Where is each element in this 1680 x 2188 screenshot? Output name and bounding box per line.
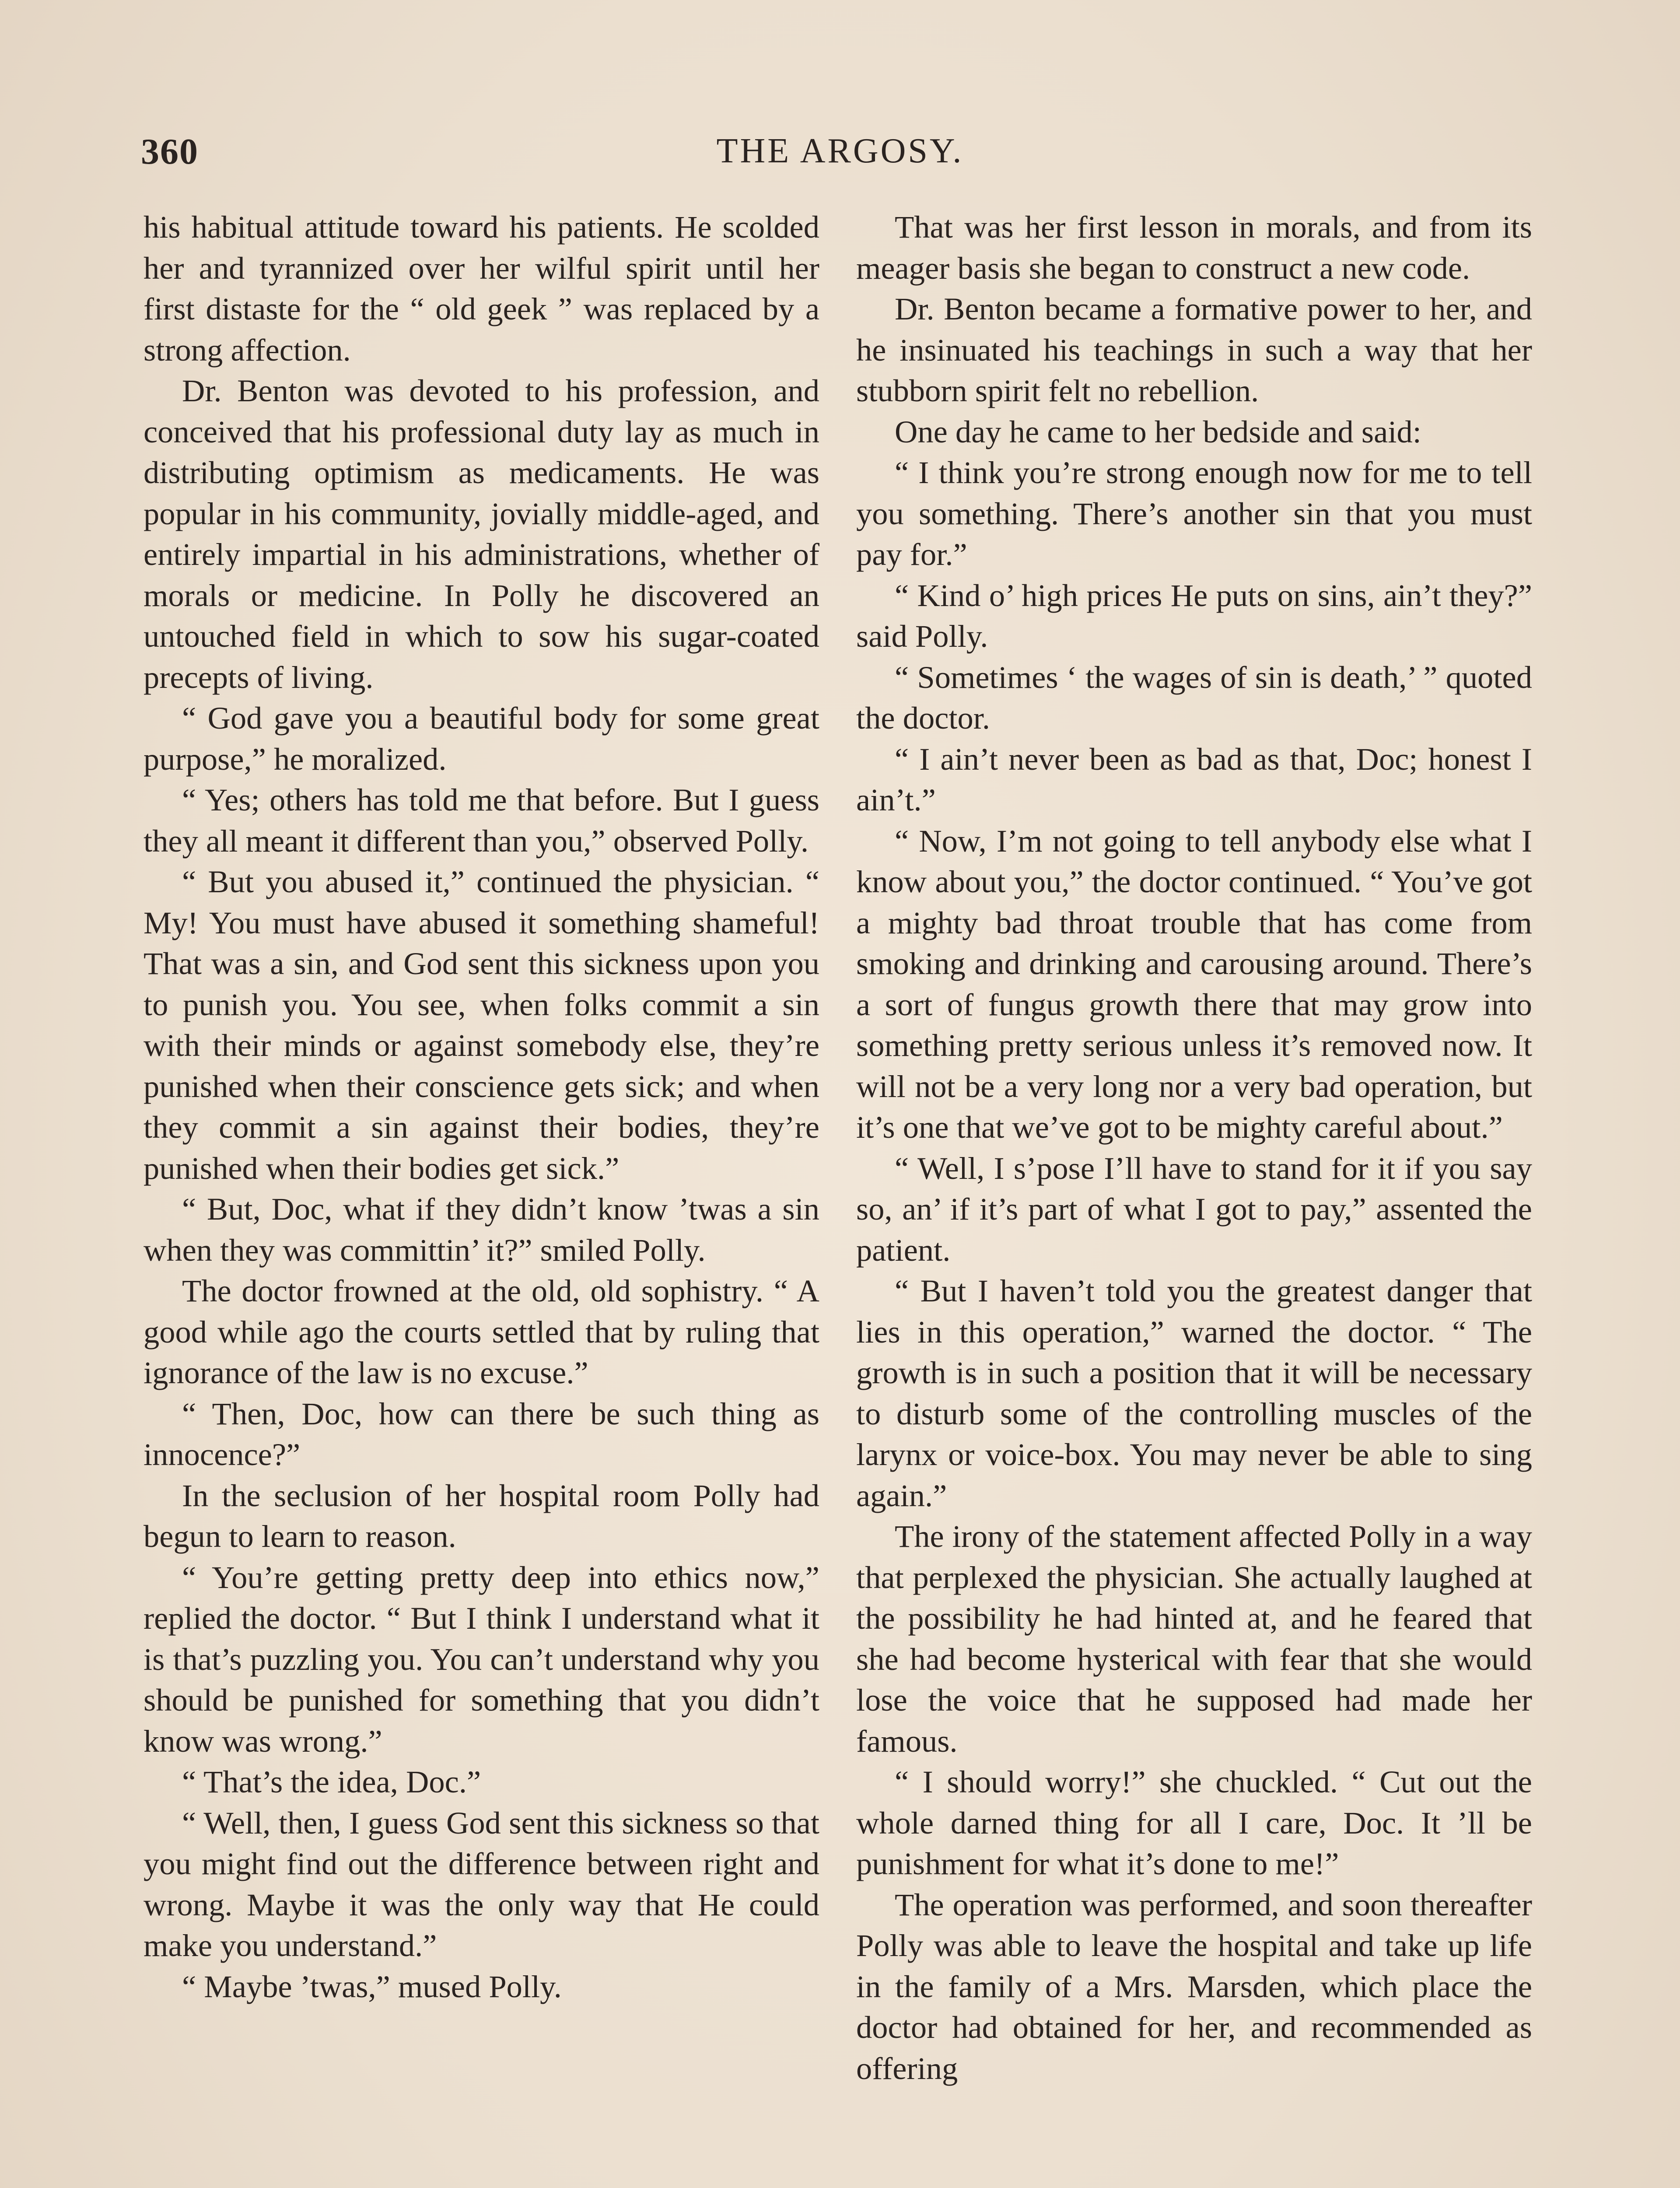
paragraph: The irony of the statement affected Polly in a way that perplexed the physician. She actually laughed at the possibility he had hinted at, and he feared that she had become hysterical with fear that she would lose the voice that he supposed had made her famous. bbox=[856, 1518, 1532, 1759]
paragraph: “ Well, I s’pose I’ll have to stand for it if you say so, an’ if it’s part of what I got to pay,” assented the patient. bbox=[856, 1150, 1532, 1268]
paragraph: “ I ain’t never been as bad as that, Doc; honest I ain’t.” bbox=[856, 741, 1532, 817]
paragraph: One day he came to her bedside and said: bbox=[895, 414, 1421, 449]
paragraph: “ Yes; others has told me that before. But I guess they all meant it different than you,” observed Polly. bbox=[144, 782, 819, 859]
paragraph: “ Kind o’ high prices He puts on sins, ain’t they?” said Polly. bbox=[856, 577, 1532, 654]
paragraph: “ I should worry!” she chuckled. “ Cut out the whole darned thing for all I care, Doc. It ’ll be punishment for what it’s done to me!” bbox=[856, 1764, 1532, 1881]
paragraph: “ Well, then, I guess God sent this sickness so that you might find out the difference between right and wrong. Maybe it was the only way that He could make you understand.” bbox=[144, 1805, 819, 1963]
paragraph: Dr. Benton was devoted to his profession, and conceived that his professional duty lay as much in distributing optimism as medicaments. He was popular in his community, jovially middle-aged, and entirely impartial in his administrations, whether of morals or medicine. In Polly he discovered an untouched field in which to sow his sugar-coated precepts of living. bbox=[144, 373, 819, 695]
paragraph: “ But, Doc, what if they didn’t know ’twas a sin when they was committin’ it?” smiled Polly. bbox=[144, 1191, 819, 1268]
paragraph: “ Maybe ’twas,” mused Polly. bbox=[182, 1968, 562, 2004]
paragraph: “ But you abused it,” continued the physician. “ My! You must have abused it something shameful! That was a sin, and God sent this sickness upon you to punish you. You see, when folks commit a sin with their minds or against somebody else, they’re punished when their conscience gets sick; and when they commit a sin against their bodies, they’re punished when their bodies get sick.” bbox=[144, 864, 819, 1186]
right-column bbox=[856, 207, 1532, 2089]
paragraph: “ Sometimes ‘ the wages of sin is death,’ ” quoted the doctor. bbox=[856, 659, 1532, 736]
paragraph: The operation was performed, and soon thereafter Polly was able to leave the hospital and take up life in the family of a Mrs. Marsden, which place the doctor had obtained for her, and recommended as offering bbox=[856, 1886, 1532, 2086]
paragraph: his habitual attitude toward his patients. He scolded her and tyrannized over her wilful spirit until her first distaste for the “ old geek ” was replaced by a strong affection. bbox=[144, 209, 819, 368]
paragraph: “ But I haven’t told you the greatest danger that lies in this operation,” warned the doctor. “ The growth is in such a position that it will be necessary to disturb some of the controlling muscles of the larynx or voice-box. You may never be able to sing again.” bbox=[856, 1273, 1532, 1513]
paragraph: The doctor frowned at the old, old sophistry. “ A good while ago the courts settled that by ruling that ignorance of the law is no excuse.” bbox=[144, 1273, 819, 1390]
paragraph: In the seclusion of her hospital room Polly had begun to learn to reason. bbox=[144, 1477, 819, 1554]
running-title: THE ARGOSY. bbox=[716, 132, 964, 170]
paragraph: “ That’s the idea, Doc.” bbox=[182, 1764, 481, 1799]
left-column bbox=[144, 207, 819, 2007]
page-number: 360 bbox=[141, 131, 199, 172]
paragraph: That was her first lesson in morals, and from its meager basis she began to construct a new code. bbox=[856, 209, 1532, 286]
paragraph: “ Then, Doc, how can there be such thing as innocence?” bbox=[144, 1396, 819, 1472]
paragraph: “ You’re getting pretty deep into ethics now,” replied the doctor. “ But I think I understand what it is that’s puzzling you. You can’t understand why you should be punished for something that you didn’t know was wrong.” bbox=[144, 1559, 819, 1759]
paragraph: “ God gave you a beautiful body for some great purpose,” he moralized. bbox=[144, 700, 819, 777]
paragraph: “ Now, I’m not going to tell anybody else what I know about you,” the doctor continued. “ You’ve got a mighty bad throat trouble that has come from smoking and drinking and carousing around. There’s a sort of fungus growth there that may grow into something pretty serious unless it’s removed now. It will not be a very long nor a very bad operation, but it’s one that we’ve got to be mighty careful about.” bbox=[856, 823, 1532, 1145]
paragraph: Dr. Benton became a formative power to her, and he insinuated his teachings in such a way that her stubborn spirit felt no rebellion. bbox=[856, 291, 1532, 408]
paragraph: “ I think you’re strong enough now for me to tell you something. There’s another sin that you must pay for.” bbox=[856, 455, 1532, 572]
